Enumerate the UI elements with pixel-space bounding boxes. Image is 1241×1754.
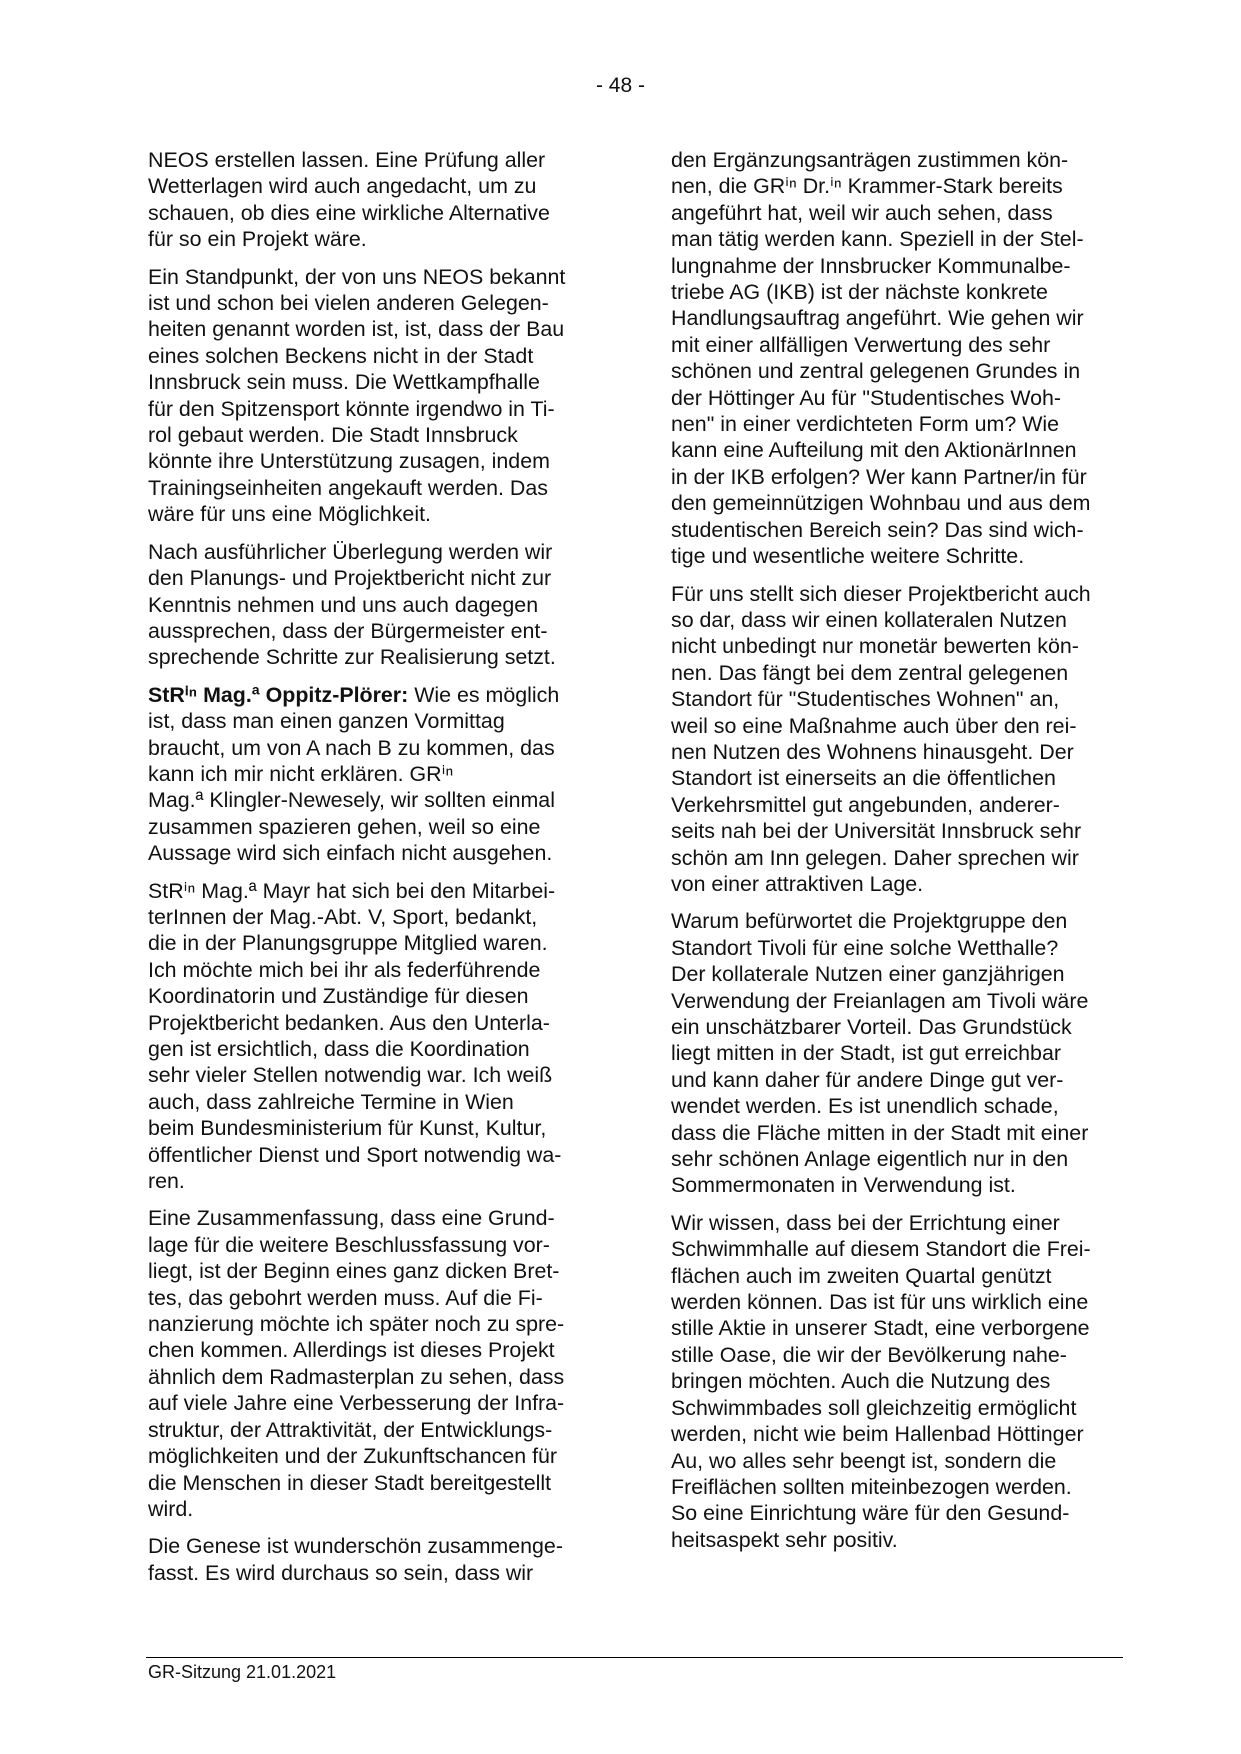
text-line: Koordinatorin und Zuständige für diesen (148, 984, 529, 1009)
text-line: stille Oase, die wir der Bevölkerung nahe- (671, 1342, 1067, 1367)
text-line: heitsaspekt sehr positiv. (671, 1527, 898, 1552)
text-line: die Menschen in dieser Stadt bereitgestellt (148, 1470, 552, 1495)
text-line: wendet werden. Es ist unendlich schade, (671, 1094, 1059, 1119)
text-line: den gemeinnützigen Wohnbau und aus dem (671, 491, 1091, 516)
page-number: - 48 - (595, 74, 645, 97)
text-line: liegt, ist der Beginn eines ganz dicken Bret- (148, 1259, 560, 1284)
text-line: für so ein Projekt wäre. (148, 227, 367, 252)
text-line: nen" in einer verdichteten Form um? Wie (671, 412, 1060, 437)
text-line: Verwendung der Freianlagen am Tivoli wäre (671, 988, 1089, 1013)
text-line: den Ergänzungsanträgen zustimmen kön- (671, 148, 1069, 172)
text-line: seits nah bei der Universität Innsbruck sehr (671, 819, 1082, 844)
text-line: Handlungsauftrag angeführt. Wie gehen wir (671, 306, 1084, 331)
paragraph (671, 1210, 1131, 1553)
text-line: aussprechen, dass der Bürgermeister ent- (148, 618, 548, 643)
text-line: lungnahme der Innsbrucker Kommunalbe- (671, 253, 1071, 278)
text-line: Verkehrsmittel gut angebunden, anderer- (671, 792, 1060, 817)
text-line: Standort Tivoli für eine solche Wetthalle? (671, 935, 1059, 960)
text-line: Warum befürwortet die Projektgruppe den (671, 909, 1068, 934)
text-line: terInnen der Mag.-Abt. V, Sport, bedankt, (148, 904, 538, 929)
text-line: schön am Inn gelegen. Daher sprechen wir (671, 845, 1079, 870)
text-line: Ich möchte mich bei ihr als federführende (148, 957, 541, 982)
text-line: beim Bundesministerium für Kunst, Kultur, (148, 1116, 547, 1141)
text-line: lage für die weitere Beschlussfassung vor- (148, 1232, 550, 1257)
text-line: die in der Planungsgruppe Mitglied waren. (148, 931, 548, 956)
text-line: sehr vieler Stellen notwendig war. Ich weiß (148, 1063, 553, 1088)
text-line: Aussage wird sich einfach nicht ausgehen. (148, 841, 553, 866)
paragraph (148, 539, 608, 671)
speaker-name: StRⁱⁿ Mag.ª Oppitz-Plörer: (148, 682, 409, 707)
text-line: Kenntnis nehmen und uns auch dagegen (148, 592, 539, 617)
text-line: Standort für "Studentisches Wohnen" an, (671, 687, 1060, 712)
text-line: kann eine Aufteilung mit den AktionärInnen (671, 438, 1077, 463)
text-line: Schwimmbades soll gleichzeitig ermöglicht (671, 1395, 1077, 1420)
text-line: wäre für uns eine Möglichkeit. (148, 502, 431, 527)
text-line: Mag.ª Klingler-Newesely, wir sollten einmal (148, 788, 555, 813)
text-line: der Höttinger Au für "Studentisches Woh- (671, 385, 1062, 410)
text-line: Nach ausführlicher Überlegung werden wir (148, 539, 553, 564)
text-line: werden, nicht wie beim Hallenbad Höttinger (671, 1422, 1084, 1447)
text-line: von einer attraktiven Lage. (671, 871, 924, 896)
paragraph (148, 147, 608, 253)
text-line: nen Nutzen des Wohnens hinausgeht. Der (671, 739, 1074, 764)
text-line (148, 682, 608, 708)
text-line: fasst. Es wird durchaus so sein, dass wir (148, 1560, 534, 1585)
text-line: nen. Das fängt bei dem zentral gelegenen (671, 660, 1069, 685)
text-line: schönen und zentral gelegenen Grundes in (671, 359, 1081, 384)
text-line: Der kollaterale Nutzen einer ganzjährigen (671, 962, 1065, 987)
text-line: sehr schönen Anlage eigentlich nur in den (671, 1147, 1069, 1172)
text-line: Freiflächen sollten miteinbezogen werden. (671, 1474, 1072, 1499)
text-line: eines solchen Beckens nicht in der Stadt (148, 343, 534, 368)
text-line: auf viele Jahre eine Verbesserung der Infra- (148, 1391, 565, 1416)
text-line: ein unschätzbarer Vorteil. Das Grundstück (671, 1015, 1072, 1039)
text-line: Schwimmhalle auf diesem Standort die Frei- (671, 1237, 1091, 1262)
footer-text: GR-Sitzung 21.01.2021 (148, 1662, 337, 1682)
text-line: heiten genannt worden ist, ist, dass der Bau (148, 317, 565, 342)
paragraph (671, 147, 1131, 570)
text-line: weil so eine Maßnahme auch über den rei- (671, 713, 1077, 738)
text-line: So eine Einrichtung wäre für den Gesund- (671, 1501, 1070, 1526)
text-line: Ein Standpunkt, der von uns NEOS bekannt (148, 264, 566, 289)
text-line: struktur, der Attraktivität, der Entwicklungs- (148, 1417, 553, 1442)
text-line: in der IKB erfolgen? Wer kann Partner/in für (671, 464, 1087, 489)
text-line: auch, dass zahlreiche Termine in Wien (148, 1089, 514, 1114)
text-line: nicht unbedingt nur monetär bewerten kön- (671, 634, 1079, 659)
text-line: bringen möchten. Auch die Nutzung des (671, 1369, 1051, 1394)
text-line: Sommermonaten in Verwendung ist. (671, 1173, 1016, 1198)
paragraph (671, 581, 1131, 898)
text-line: so dar, dass wir einen kollateralen Nutzen (671, 607, 1067, 632)
text-line: ähnlich dem Radmasterplan zu sehen, dass (148, 1364, 565, 1389)
paragraph (148, 1205, 608, 1522)
text-line: flächen auch im zweiten Quartal genützt (671, 1263, 1052, 1288)
text-line: zusammen spazieren gehen, weil so eine (148, 814, 541, 839)
footer-divider (146, 1657, 1123, 1658)
text-line: Die Genese ist wunderschön zusammenge- (148, 1534, 563, 1559)
text-line: triebe AG (IKB) ist der nächste konkrete (671, 280, 1048, 305)
text-line: kann ich mir nicht erklären. GRⁱⁿ (148, 761, 454, 786)
text-line: ist und schon bei vielen anderen Gelegen- (148, 291, 549, 316)
text-line: nanzierung möchte ich später noch zu spre- (148, 1312, 565, 1337)
text-line: schauen, ob dies eine wirkliche Alternative (148, 200, 550, 225)
text-line: man tätig werden kann. Speziell in der Stel- (671, 227, 1084, 252)
text-line: NEOS erstellen lassen. Eine Prüfung aller (148, 148, 546, 172)
text-line: studentischen Bereich sein? Das sind wich- (671, 517, 1084, 542)
text-line: und kann daher für andere Dinge gut ver- (671, 1067, 1064, 1092)
text-line: stille Aktie in unserer Stadt, eine verborgene (671, 1316, 1090, 1341)
paragraph (148, 878, 608, 1195)
text-line: ist, dass man einen ganzen Vormittag (148, 709, 505, 734)
text-line: mit einer allfälligen Verwertung des sehr (671, 332, 1051, 357)
text-line: StRⁱⁿ Mag.ª Mayr hat sich bei den Mitarbei- (148, 878, 556, 903)
paragraph (148, 1533, 608, 1586)
text-line: tige und wesentliche weitere Schritte. (671, 544, 1025, 569)
text-line: tes, das gebohrt werden muss. Auf die Fi- (148, 1285, 543, 1310)
text-line: rol gebaut werden. Die Stadt Innsbruck (148, 423, 518, 448)
line-text: Wie es möglich (408, 682, 560, 707)
text-line: Standort ist einerseits an die öffentlichen (671, 766, 1056, 791)
paragraph (671, 908, 1131, 1198)
text-line: Wetterlagen wird auch angedacht, um zu (148, 174, 537, 199)
text-line: Wir wissen, dass bei der Errichtung einer (671, 1210, 1060, 1235)
paragraph (148, 264, 608, 528)
left-column (148, 147, 608, 1597)
text-line: ren. (148, 1169, 185, 1194)
right-column (671, 147, 1131, 1564)
text-line: liegt mitten in der Stadt, ist gut erreichbar (671, 1041, 1061, 1066)
text-line: Eine Zusammenfassung, dass eine Grund- (148, 1206, 555, 1231)
text-line: chen kommen. Allerdings ist dieses Projekt (148, 1338, 555, 1363)
text-line: braucht, um von A nach B zu kommen, das (148, 735, 555, 760)
text-line: Au, wo alles sehr beengt ist, sondern die (671, 1448, 1057, 1473)
text-line: möglichkeiten und der Zukunftschancen für (148, 1444, 558, 1469)
text-line: dass die Fläche mitten in der Stadt mit einer (671, 1120, 1089, 1145)
text-line: Projektbericht bedanken. Aus den Unterla- (148, 1010, 550, 1035)
text-line: für den Spitzensport könnte irgendwo in Ti- (148, 396, 555, 421)
text-line: angeführt hat, weil wir auch sehen, dass (671, 200, 1053, 225)
text-line: öffentlicher Dienst und Sport notwendig wa- (148, 1142, 562, 1167)
paragraph (148, 682, 608, 867)
text-line: Für uns stellt sich dieser Projektbericht auch (671, 581, 1091, 606)
text-line: wird. (148, 1496, 194, 1521)
text-line: Innsbruck sein muss. Die Wettkampfhalle (148, 370, 540, 395)
text-line: werden können. Das ist für uns wirklich eine (671, 1290, 1089, 1315)
text-line: könnte ihre Unterstützung zusagen, indem (148, 449, 550, 474)
text-line: sprechende Schritte zur Realisierung setzt. (148, 645, 556, 670)
text-line: nen, die GRⁱⁿ Dr.ⁱⁿ Krammer-Stark bereits (671, 174, 1063, 199)
text-line: gen ist ersichtlich, dass die Koordination (148, 1037, 530, 1061)
text-line: Trainingseinheiten angekauft werden. Das (148, 475, 548, 500)
text-line: den Planungs- und Projektbericht nicht zur (148, 566, 552, 591)
